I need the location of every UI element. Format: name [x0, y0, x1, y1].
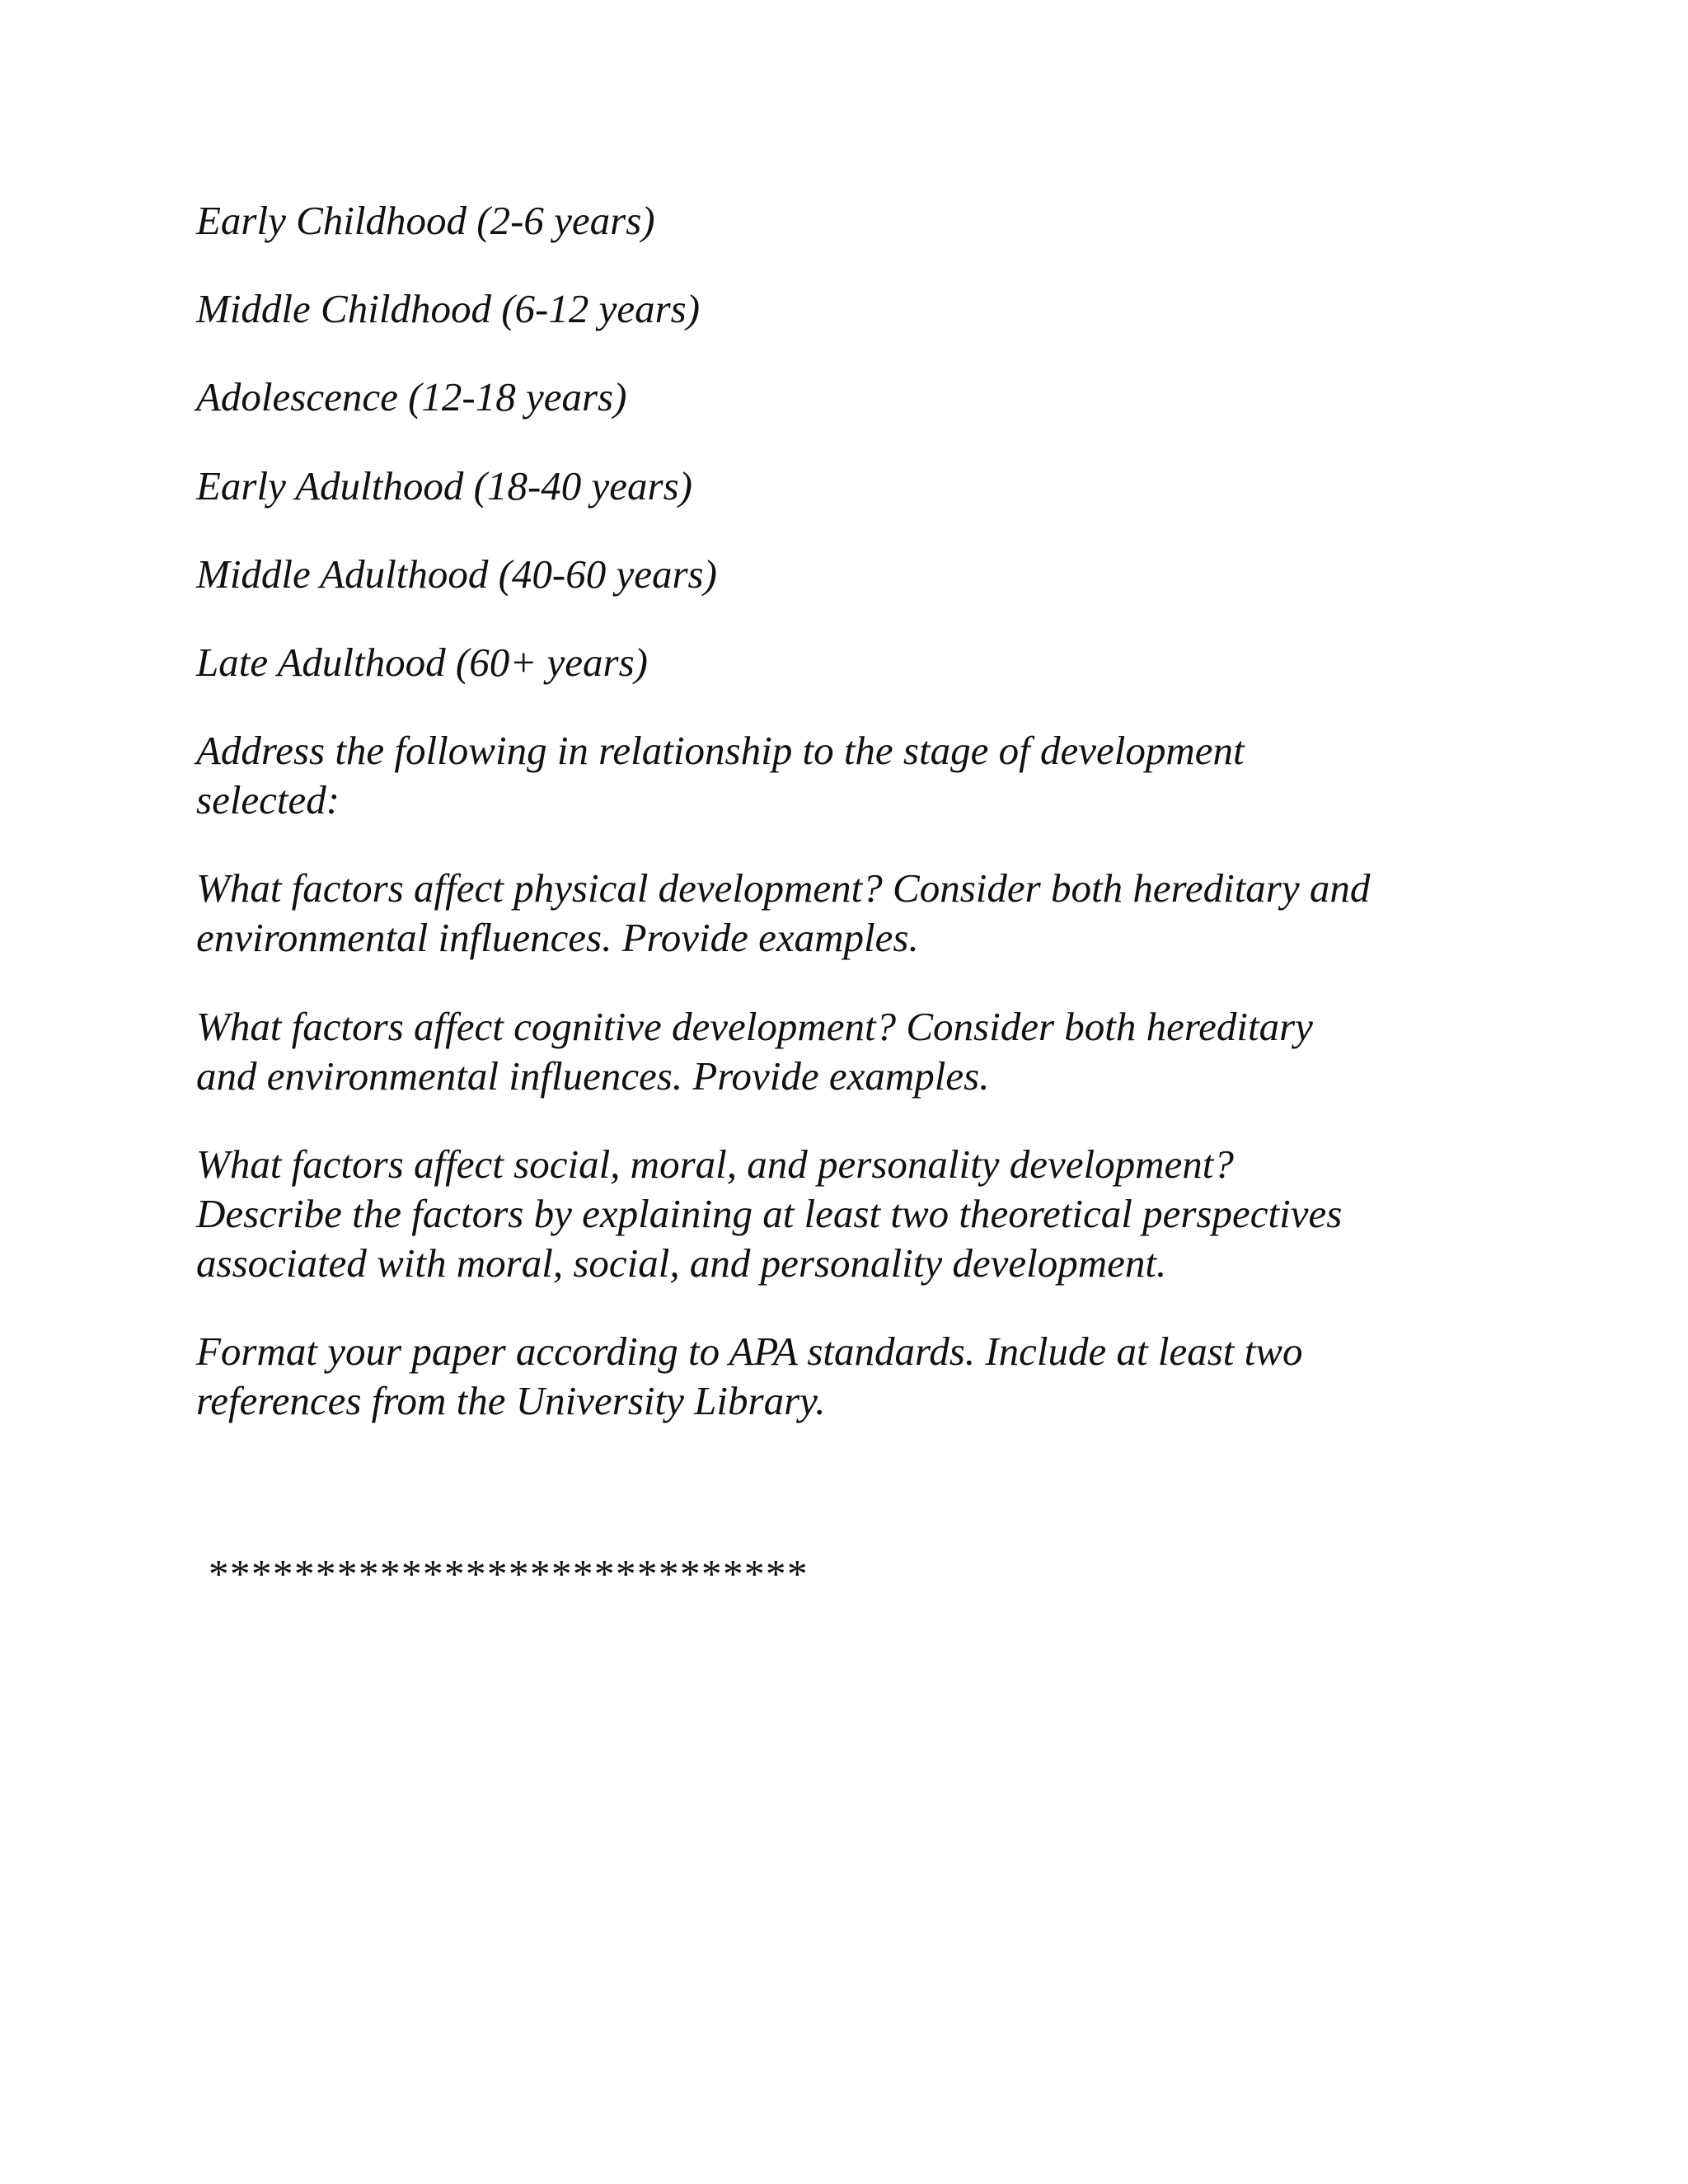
- stage-adolescence: Adolescence (12-18 years): [196, 374, 627, 419]
- stage-middle-childhood: Middle Childhood (6-12 years): [196, 286, 701, 331]
- stage-middle-adulthood: Middle Adulthood (40-60 years): [196, 551, 717, 597]
- physical-question-line-2: environmental influences. Provide examples.: [196, 915, 919, 960]
- address-intro-line-1: Address the following in relationship to the stage of development: [196, 728, 1245, 773]
- physical-question-line-1: What factors affect physical development? Consider both hereditary and: [196, 865, 1371, 911]
- asterisk-separator: ****************************: [209, 1551, 809, 1596]
- format-instruction-line-1: Format your paper according to APA standards. Include at least two: [196, 1329, 1303, 1374]
- stage-early-childhood: Early Childhood (2-6 years): [196, 198, 655, 243]
- cognitive-question-line-2: and environmental influences. Provide examples.: [196, 1053, 990, 1099]
- stage-late-adulthood: Late Adulthood (60+ years): [196, 640, 648, 685]
- social-question-line-3: associated with moral, social, and personality development.: [196, 1240, 1167, 1286]
- cognitive-question-line-1: What factors affect cognitive development? Consider both hereditary: [196, 1004, 1313, 1049]
- social-question-line-1: What factors affect social, moral, and personality development?: [196, 1141, 1234, 1187]
- format-instruction-line-2: references from the University Library.: [196, 1378, 826, 1423]
- stage-early-adulthood: Early Adulthood (18-40 years): [196, 463, 692, 509]
- social-question-line-2: Describe the factors by explaining at least two theoretical perspectives: [196, 1191, 1343, 1236]
- address-intro-line-2: selected:: [196, 777, 340, 823]
